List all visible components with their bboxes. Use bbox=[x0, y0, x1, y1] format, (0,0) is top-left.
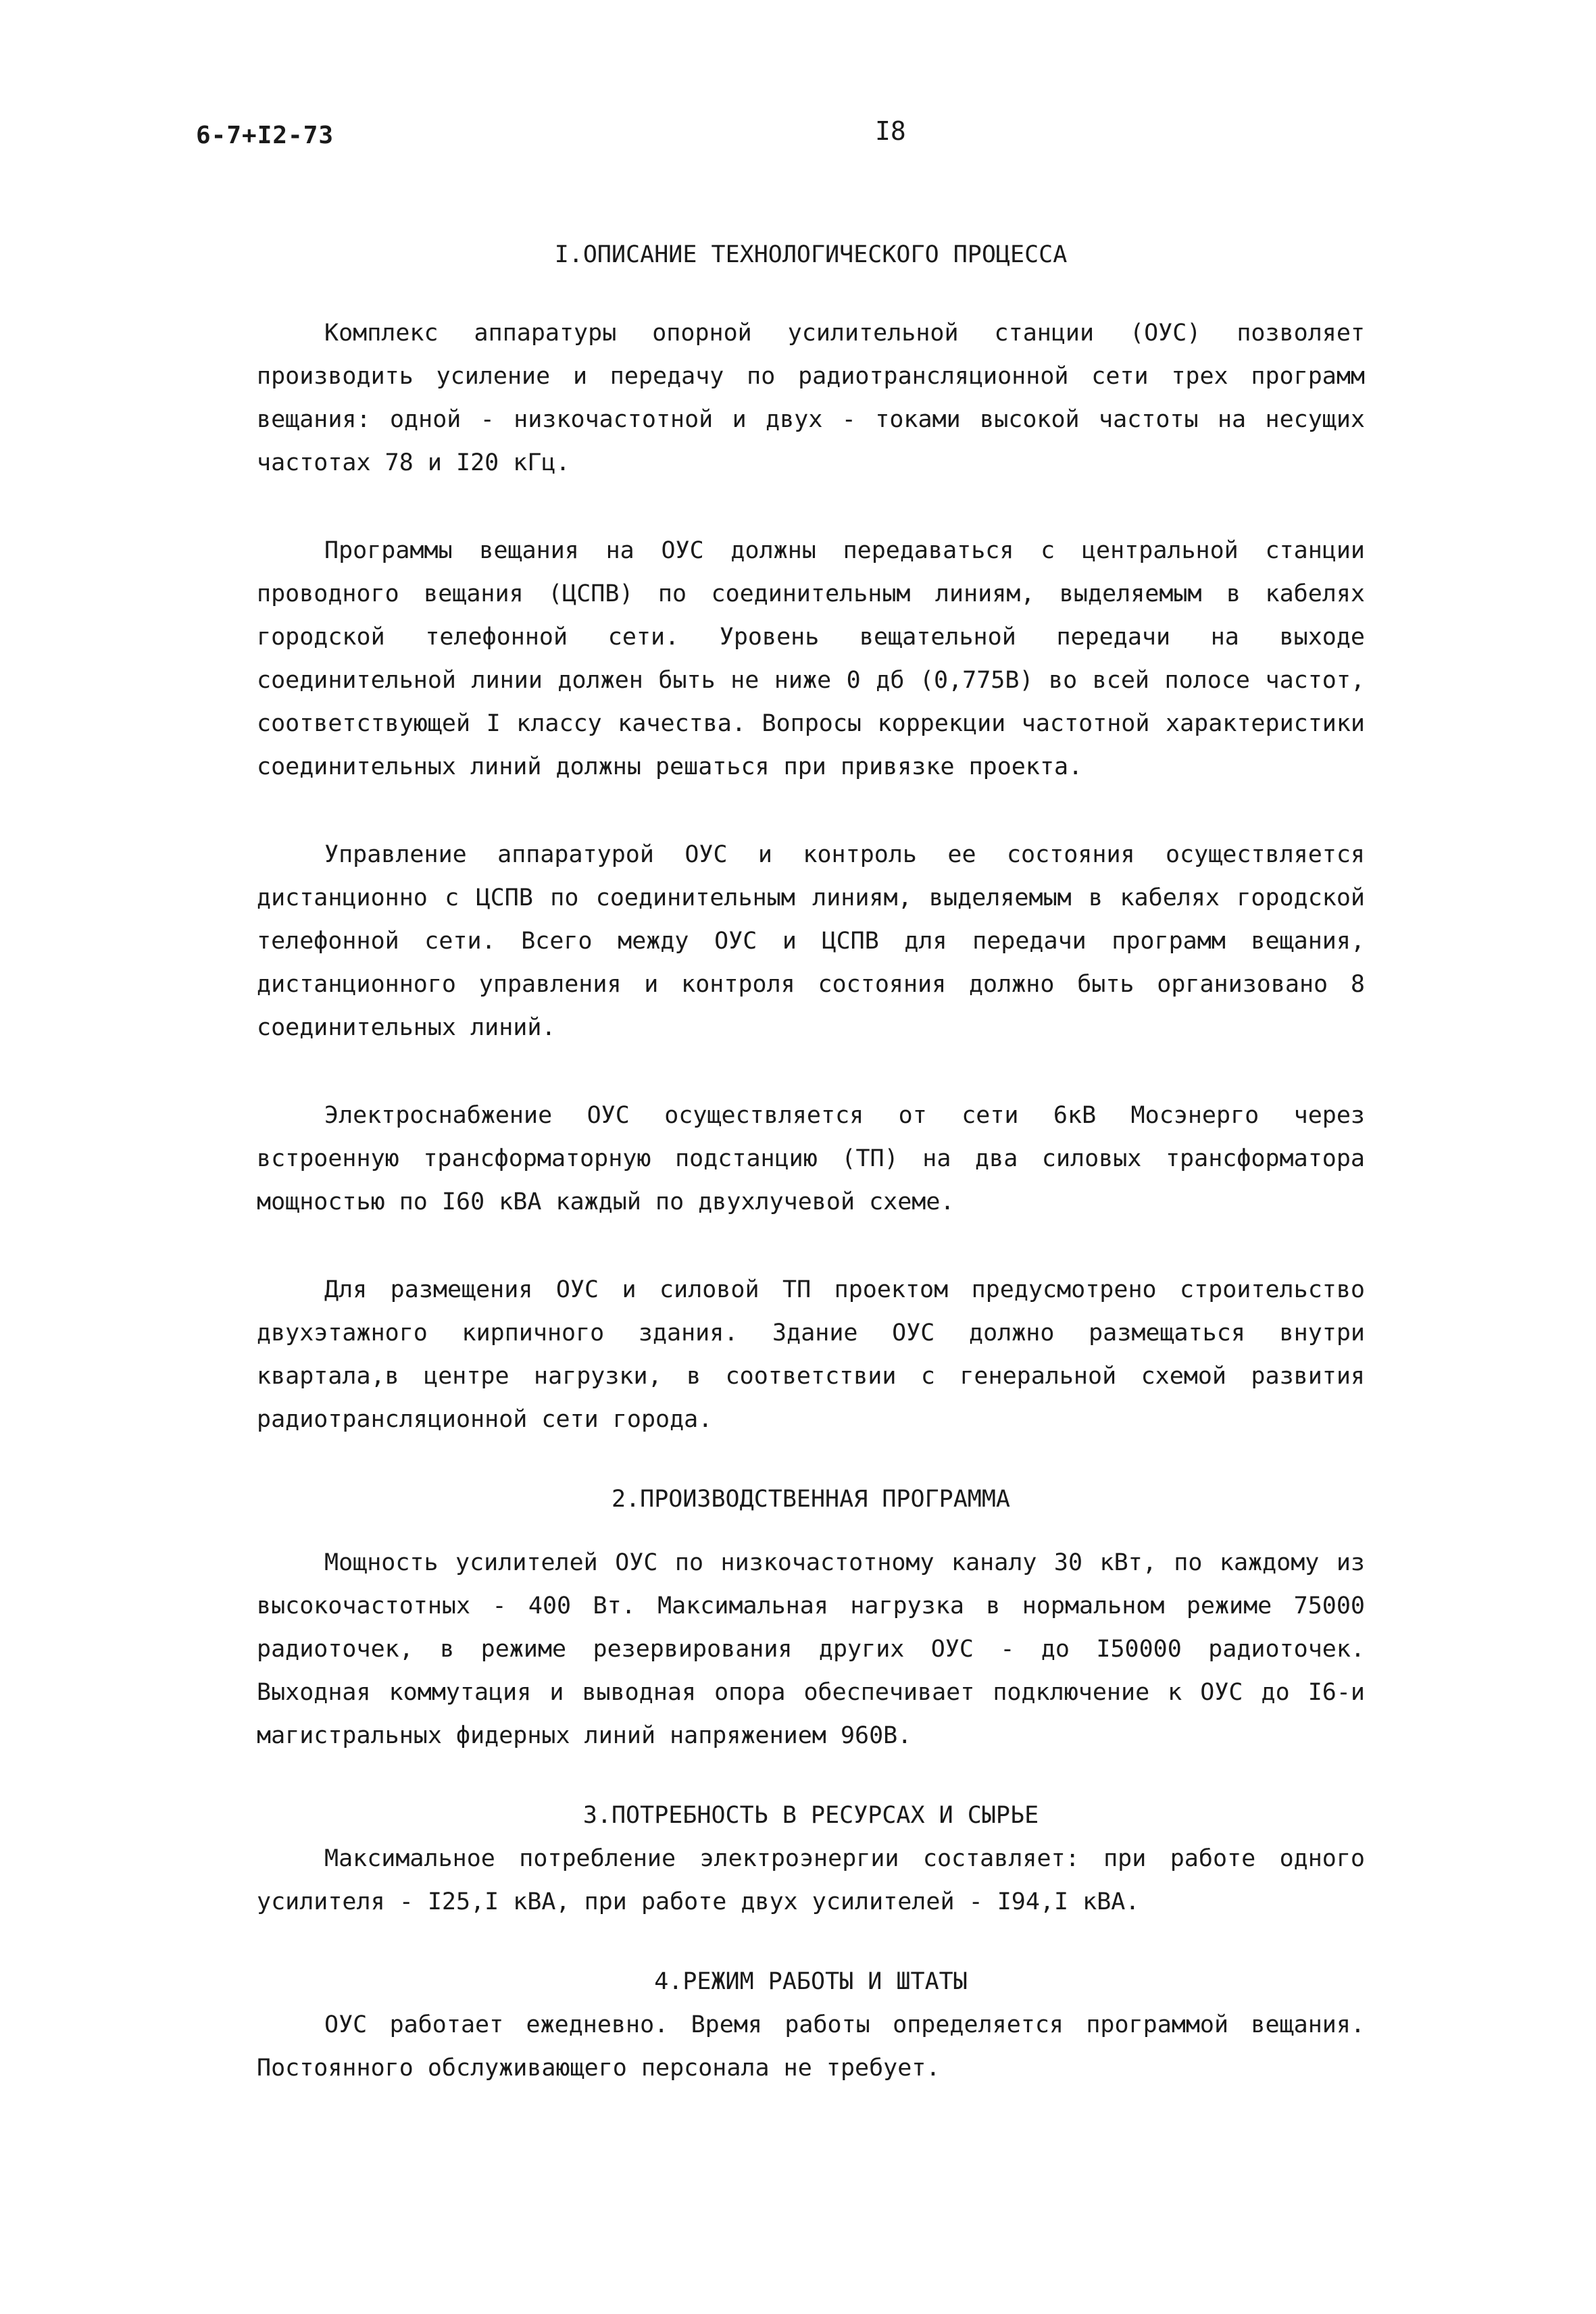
paragraph: Комплекс аппаратуры опорной усилительной станции (ОУС) позволяет производить усиление и передачу по радиотрансляционной сети трех программ вещания: одной - низкочастотной и двух - токами высокой частоты на несущих частотах 78 и I20 кГц. bbox=[257, 320, 1365, 476]
document-body bbox=[257, 233, 1365, 2090]
paragraph: Максимальное потребление электроэнергии составляет: при работе одного усилителя - I25,I кВА, при работе двух усилителей - I94,I кВА. bbox=[257, 1845, 1365, 1915]
page-number: I8 bbox=[875, 116, 906, 146]
paragraph: Управление аппаратурой ОУС и контроль ее состояния осуществляется дистанционно с ЦСПВ по соединительным линиям, выделяемым в кабелях городской телефонной сети. Всего между ОУС и ЦСПВ для передачи программ вещания, дистанционного управления и контроля состояния должно быть организовано 8 соединительных линий. bbox=[257, 841, 1365, 1041]
paragraph: Для размещения ОУС и силовой ТП проектом предусмотрено строительство двухэтажного кирпичного здания. Здание ОУС должно размещаться внутри квартала,в центре нагрузки, в соответствии с генеральной схемой развития радиотрансляционной сети города. bbox=[257, 1276, 1365, 1433]
paragraph: Электроснабжение ОУС осуществляется от сети 6кВ Мосэнерго через встроенную трансформаторную подстанцию (ТП) на два силовых трансформатора мощностью по I60 кВА каждый по двухлучевой схеме. bbox=[257, 1102, 1365, 1215]
document-code: 6-7+I2-73 bbox=[196, 122, 334, 149]
section-title-3: 3.ПОТРЕБНОСТЬ В РЕСУРСАХ И СЫРЬЕ bbox=[582, 1802, 1039, 1829]
paragraph: Программы вещания на ОУС должны передаваться с центральной станции проводного вещания (ЦСПВ) по соединительным линиям, выделяемым в кабелях городской телефонной сети. Уровень вещательной передачи на выходе соединительной линии должен быть не ниже 0 дб (0,775В) во всей полосе частот, соответствующей I классу качества. Вопросы коррекции частотной характеристики соединительных линий должны решаться при привязке проекта. bbox=[257, 537, 1365, 780]
section-title-1: I.ОПИСАНИЕ ТЕХНОЛОГИЧЕСКОГО ПРОЦЕССА bbox=[554, 241, 1068, 268]
section-title-4: 4.РЕЖИМ РАБОТЫ И ШТАТЫ bbox=[654, 1968, 968, 1995]
section-title-2: 2.ПРОИЗВОДСТВЕННАЯ ПРОГРАММА bbox=[611, 1486, 1010, 1513]
paragraph: ОУС работает ежедневно. Время работы определяется программой вещания. Постоянного обслуживающего персонала не требует. bbox=[257, 2011, 1365, 2082]
paragraph: Мощность усилителей ОУС по низкочастотному каналу 30 кВт, по каждому из высокочастотных - 400 Вт. Максимальная нагрузка в нормальном режиме 75000 радиоточек, в режиме резервирования других ОУС - до I50000 радиоточек. Выходная коммутация и выводная опора обеспечивает подключение к ОУС до I6-и магистральных фидерных линий напряжением 960В. bbox=[257, 1549, 1365, 1749]
